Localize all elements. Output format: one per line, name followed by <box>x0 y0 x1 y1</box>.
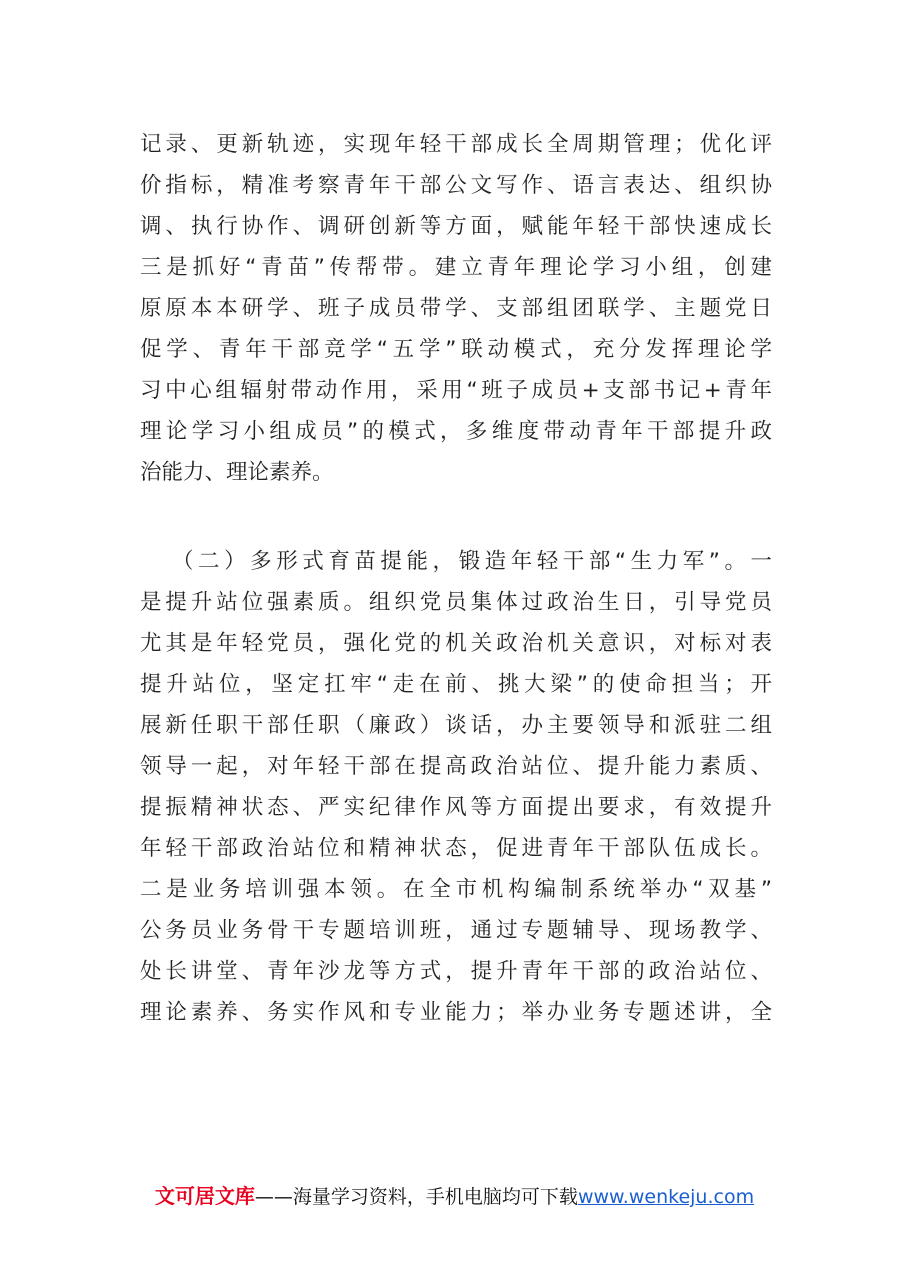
text-line: 提升站位，坚定扛牢“走在前、挑大梁”的使命担当；开 <box>140 672 772 697</box>
text-line: 原原本本研学、班子成员带学、支部组团联学、主题党日 <box>140 296 772 321</box>
text-line: 二是业务培训强本领。在全市机构编制系统举办“双基” <box>140 877 772 902</box>
footer-brand: 文可居文库 <box>154 1184 255 1208</box>
page-footer <box>0 1181 909 1212</box>
text-line: 治能力、理论素养。 <box>140 460 334 485</box>
text-line: 公务员业务骨干专题培训班，通过专题辅导、现场教学、 <box>140 918 772 943</box>
paragraph-section-two <box>140 541 772 1033</box>
text-line: 尤其是年轻党员，强化党的机关政治机关意识，对标对表 <box>140 631 772 656</box>
footer-tagline: ——海量学习资料，手机电脑均可下载 <box>254 1186 578 1208</box>
text-line: 领导一起，对年轻干部在提高政治站位、提升能力素质、 <box>140 754 772 779</box>
text-line: 记录、更新轨迹，实现年轻干部成长全周期管理；优化评 <box>140 132 772 157</box>
text-line: 促学、青年干部竞学“五学”联动模式，充分发挥理论学 <box>140 337 772 362</box>
text-line: 调、执行协作、调研创新等方面，赋能年轻干部快速成长 <box>140 214 772 239</box>
footer-link[interactable]: www.wenkeju.com <box>577 1186 755 1208</box>
text-line: 展新任职干部任职（廉政）谈话，办主要领导和派驻二组 <box>140 713 772 738</box>
text-line: 理论学习小组成员”的模式，多维度带动青年干部提升政 <box>140 419 772 444</box>
text-line: 价指标，精准考察青年干部公文写作、语言表达、组织协 <box>140 173 772 198</box>
text-line: 习中心组辐射带动作用，采用“班子成员+支部书记+青年 <box>140 378 772 403</box>
text-line: 理论素养、务实作风和专业能力；举办业务专题述讲，全 <box>140 1000 772 1025</box>
text-line-indented: （二）多形式育苗提能，锻造年轻干部“生力军”。一 <box>172 549 772 574</box>
text-line: 处长讲堂、青年沙龙等方式，提升青年干部的政治站位、 <box>140 959 772 984</box>
text-line: 三是抓好“青苗”传帮带。建立青年理论学习小组，创建 <box>140 255 772 280</box>
text-line: 是提升站位强素质。组织党员集体过政治生日，引导党员 <box>140 590 772 615</box>
text-line: 提振精神状态、严实纪律作风等方面提出要求，有效提升 <box>140 795 772 820</box>
paragraph-continued <box>140 124 772 493</box>
text-line: 年轻干部政治站位和精神状态，促进青年干部队伍成长。 <box>140 836 772 861</box>
